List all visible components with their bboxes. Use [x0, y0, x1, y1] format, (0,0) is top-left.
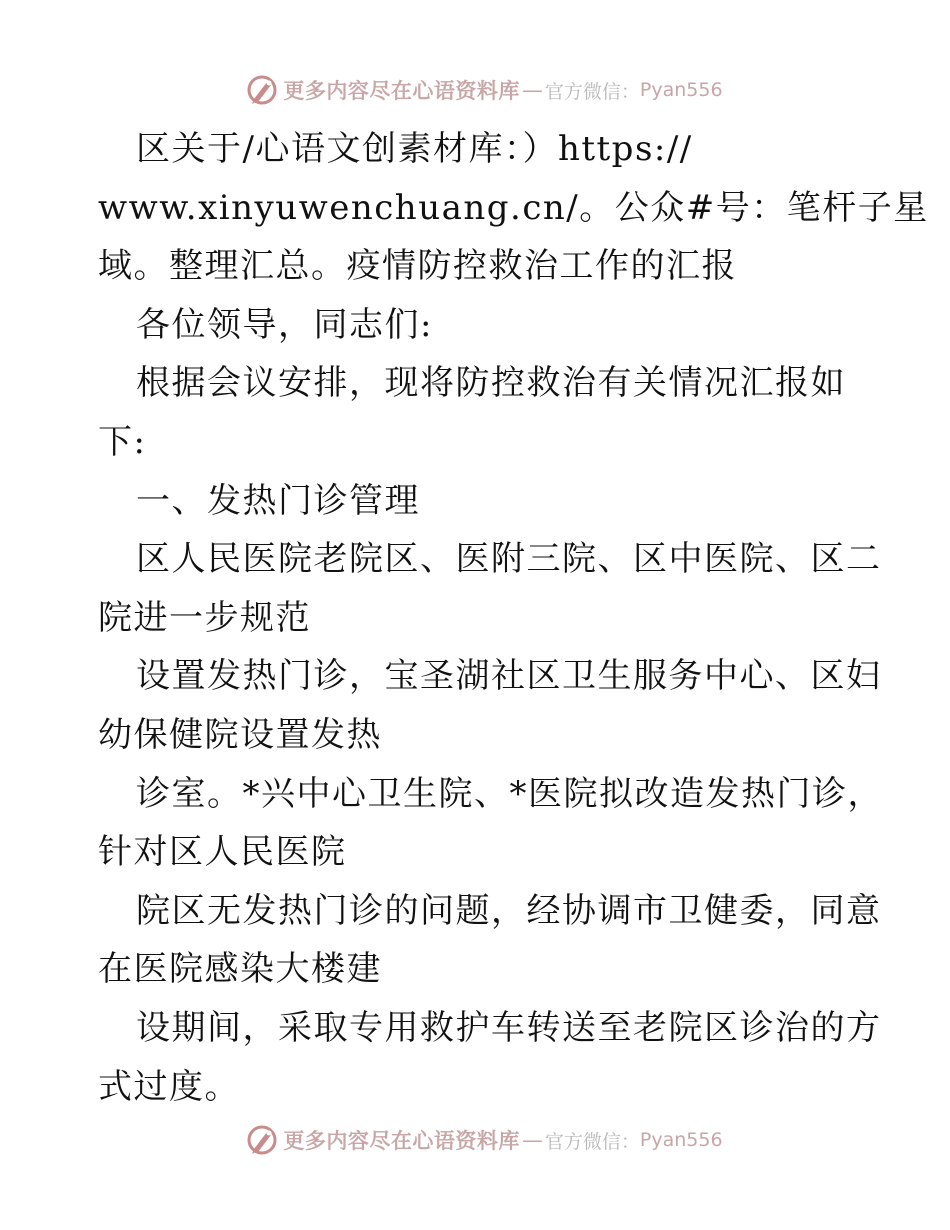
banner-wechat-label: 官方微信：	[544, 1130, 640, 1153]
text-line: 根据会议安排，现将防控救治有关情况汇报如	[136, 363, 846, 404]
banner-wechat-id: Pyan556	[639, 79, 723, 101]
text-line: 针对区人民医院	[98, 832, 347, 873]
text-line: 域。整理汇总。疫情防控救治工作的汇报	[98, 246, 737, 287]
text-line: 区关于/心语文创素材库：）https://	[136, 129, 693, 169]
banner-dash: —	[521, 1128, 543, 1152]
text-line: 下:	[98, 421, 147, 462]
text-line: 诊室。*兴中心卫生院、*医院拟改造发热门诊，	[136, 773, 883, 814]
text-line: 院进一步规范	[98, 597, 311, 638]
text-line: 设置发热门诊，宝圣湖社区卫生服务中心、区妇	[136, 656, 882, 697]
footer-banner	[0, 1120, 950, 1160]
text-line: 式过度。	[98, 1066, 240, 1107]
text-line: 设期间，采取专用救护车转送至老院区诊治的方	[136, 1007, 882, 1048]
text-line: 区人民医院老院区、医附三院、区中医院、区二	[136, 539, 882, 580]
header-banner	[0, 70, 950, 110]
banner-content	[245, 1123, 722, 1157]
banner-main-text: 更多内容尽在心语资料库	[283, 78, 520, 103]
section-heading: 一、发热门诊管理	[136, 480, 420, 521]
banner-main-text: 更多内容尽在心语资料库	[283, 1128, 520, 1153]
document-body	[98, 120, 929, 1116]
banner-wechat-label: 官方微信：	[544, 80, 640, 103]
pen-logo-icon	[245, 73, 279, 107]
text-line: 在医院感染大楼建	[98, 949, 382, 990]
banner-dash: —	[521, 78, 543, 102]
text-line: 院区无发热门诊的问题，经协调市卫健委，同意	[136, 890, 882, 931]
banner-content	[245, 73, 722, 107]
pen-logo-icon	[245, 1123, 279, 1157]
text-line: www.xinyuwenchuang.cn/。公众#号：笔杆子星	[98, 187, 929, 228]
banner-wechat-id: Pyan556	[639, 1129, 723, 1151]
text-line: 各位领导，同志们:	[136, 304, 433, 345]
text-line: 幼保健院设置发热	[98, 714, 382, 755]
